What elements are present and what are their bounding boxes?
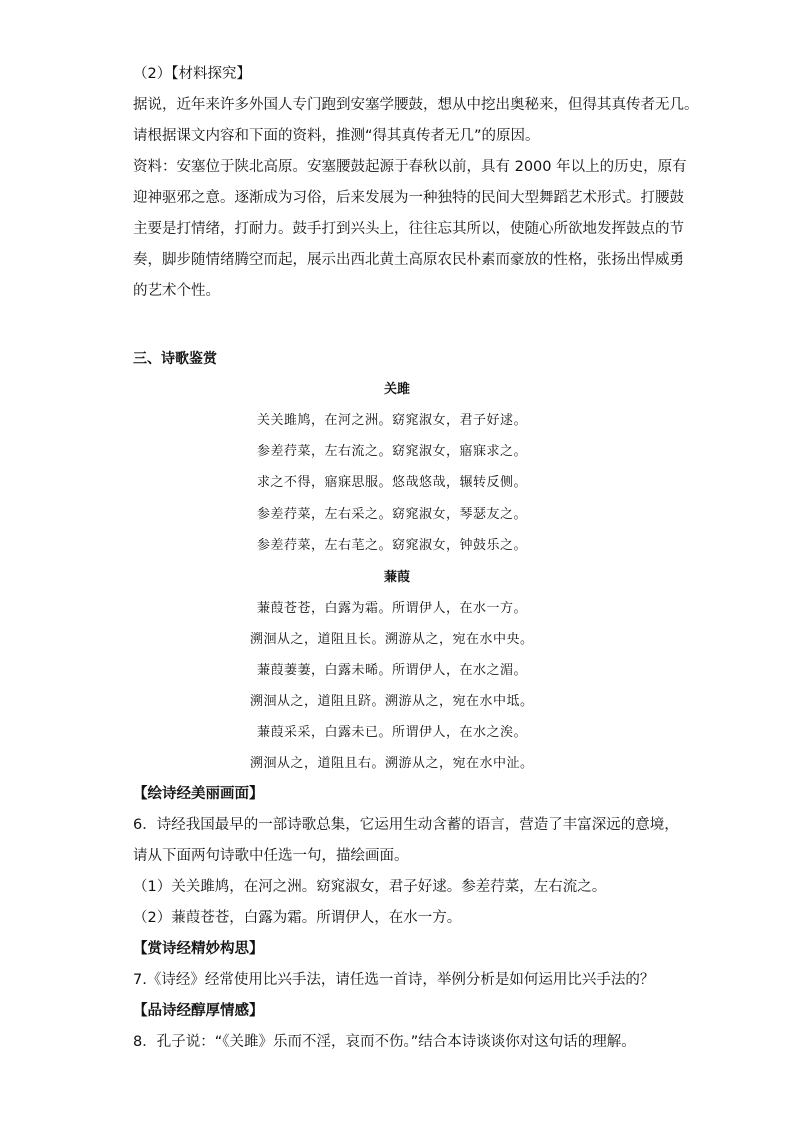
question-8: 8．孔子说：“《关雎》乐而不淫，哀而不伤。”结合本诗谈谈你对这句话的理解。 — [133, 1034, 636, 1050]
material-line: 奏，脚步随情绪腾空而起，展示出西北黄土高原农民朴素而豪放的性格，张扬出悍威勇 — [133, 252, 684, 268]
poem-line: 参差荇菜，左右流之。窈窕淑女，寤寐求之。 — [257, 444, 528, 459]
poem-title: 关雎 — [384, 382, 411, 397]
question-text-line: 据说，近年来许多外国人专门跑到安塞学腰鼓，想从中挖出奥秘来，但得其真传者无几。 — [133, 97, 699, 113]
question-6-option: （2）蒹葭苍苍，白露为霜。所谓伊人，在水一方。 — [133, 910, 462, 926]
question-6-option: （1）关关雎鸠，在河之洲。窈窕淑女，君子好逑。参差荇菜，左右流之。 — [133, 879, 607, 895]
poem-line: 蒹葭萋萋，白露未晞。所谓伊人，在水之湄。 — [257, 663, 528, 678]
material-line: 主要是打情绪，打耐力。鼓手打到兴头上，往往忘其所以，使随心所欲地发挥鼓点的节 — [133, 221, 684, 237]
material-line: 迎神驱邪之意。逐渐成为习俗，后来发展为一种独特的民间大型舞蹈艺术形式。打腰鼓 — [133, 190, 684, 206]
poem-line: 溯洄从之，道阻且右。溯游从之，宛在水中沚。 — [250, 756, 534, 771]
poem-line: 关关雎鸠，在河之洲。窈窕淑女，君子好逑。 — [257, 413, 528, 428]
question-heading: 【绘诗经美丽画面】 — [133, 786, 264, 802]
poem-line: 求之不得，寤寐思服。悠哉悠哉，辗转反侧。 — [257, 475, 528, 490]
section-heading: 三、诗歌鉴赏 — [133, 351, 217, 367]
poem-line: 蒹葭苍苍，白露为霜。所谓伊人，在水一方。 — [257, 601, 528, 616]
material-section-label: （2）【材料探究】 — [133, 66, 251, 82]
material-line: 的艺术个性。 — [133, 283, 220, 299]
question-6-line: 请从下面两句诗歌中任选一句，描绘画面。 — [133, 848, 409, 864]
question-7: 7.《诗经》经常使用比兴手法，请任选一首诗，举例分析是如何运用比兴手法的？ — [133, 972, 655, 988]
poem-line: 蒹葭采采，白露未已。所谓伊人，在水之涘。 — [257, 725, 528, 740]
poem-title: 蒹葭 — [384, 570, 411, 585]
poem-line: 溯洄从之，道阻且跻。溯游从之，宛在水中坻。 — [250, 694, 534, 709]
question-heading: 【赏诗经精妙构思】 — [133, 941, 264, 957]
material-line: 资料：安塞位于陕北高原。安塞腰鼓起源于春秋以前，具有 2000 年以上的历史，原有 — [133, 159, 687, 175]
question-heading: 【品诗经醇厚情感】 — [133, 1003, 264, 1019]
question-6-line: 6．诗经我国最早的一部诗歌总集，它运用生动含蓄的语言，营造了丰富深远的意境， — [133, 817, 679, 833]
question-text-line: 请根据课文内容和下面的资料，推测“得其真传者无几”的原因。 — [133, 128, 540, 144]
poem-line: 参差荇菜，左右采之。窈窕淑女，琴瑟友之。 — [257, 507, 528, 522]
poem-line: 参差荇菜，左右芼之。窈窕淑女，钟鼓乐之。 — [257, 538, 528, 553]
poem-line: 溯洄从之，道阻且长。溯游从之，宛在水中央。 — [250, 632, 534, 647]
